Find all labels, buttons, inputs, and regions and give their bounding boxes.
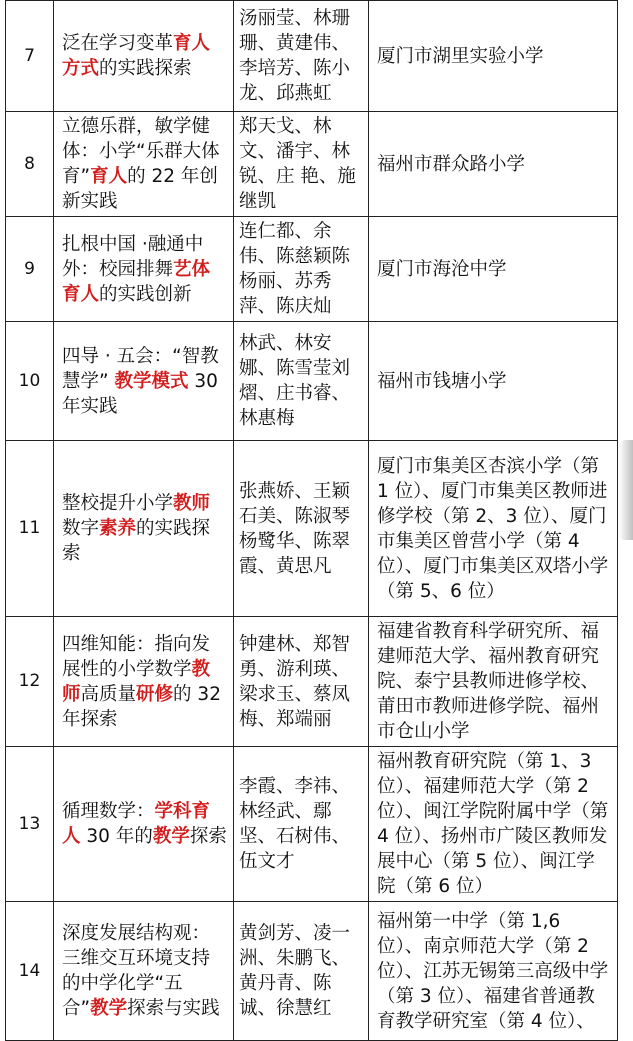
row-number: 8 (6, 112, 54, 217)
title-text: 高质量 (80, 683, 137, 705)
highlighted-keyword: 艺体育人 (62, 258, 211, 305)
school-name: 福州市群众路小学 (369, 112, 618, 217)
row-number: 9 (6, 217, 54, 322)
title-text: 的实践创新 (99, 283, 192, 305)
title-text: 整校提升小学 (62, 493, 174, 514)
title-text: 探索 (189, 826, 227, 847)
school-name: 福州市钱塘小学 (369, 322, 618, 441)
project-title (54, 902, 234, 1041)
highlighted-keyword: 教学 (90, 998, 128, 1019)
title-text: 30 年的 (80, 826, 153, 847)
school-name: 福州第一中学（第 1,6 位）、南京师范大学（第 2 位）、江苏无锡第三高级中学（第 3 位）、福建省普通教育教学研究室（第 4 位）、 (369, 902, 618, 1041)
row-number: 11 (6, 441, 54, 617)
highlighted-keyword: 素养 (99, 518, 137, 539)
school-name: 福建省教育科学研究所、福建师范大学、福州教育研究院、泰宁县教师进修学校、莆田市教师进修学院、福州市仓山小学 (369, 617, 618, 747)
title-text: 探索与实践 (127, 998, 220, 1019)
title-text: 的实践探索 (62, 518, 211, 564)
project-title (54, 441, 234, 617)
table-row (6, 747, 618, 902)
row-number: 10 (6, 322, 54, 441)
title-text: 深度发展结构观：三维交互环境支持的中学化学“五合” (62, 923, 211, 1019)
project-title (54, 217, 234, 322)
table-body (6, 1, 618, 1041)
title-text: 的实践探索 (99, 58, 192, 79)
title-text: 四导 · 五会：“智教慧学” (62, 345, 219, 392)
project-title (54, 1, 234, 112)
team-members: 钟建林、郑智勇、游利瑛、梁求玉、蔡凤梅、郑端丽 (234, 617, 369, 747)
table-row (6, 217, 618, 322)
highlighted-keyword: 育人 (90, 166, 128, 187)
highlighted-keyword: 教学模式 (114, 370, 189, 392)
table-row (6, 1, 618, 112)
team-members: 李霞、李祎、林经武、鄢坚、石树伟、伍文才 (234, 747, 369, 902)
row-number: 14 (6, 902, 54, 1041)
table-row (6, 112, 618, 217)
row-number: 7 (6, 1, 54, 112)
highlighted-keyword: 教师 (173, 493, 211, 514)
team-members: 连仁都、余伟、陈慈颖陈杨丽、苏秀萍、陈庆灿 (234, 217, 369, 322)
row-number: 13 (6, 747, 54, 902)
team-members: 郑天戈、林文、潘宇、林锐、庄 艳、施继凯 (234, 112, 369, 217)
highlighted-keyword: 教学 (152, 826, 190, 847)
title-text: 循理数学： (62, 801, 155, 822)
team-members: 黄剑芳、凌一洲、朱鹏飞、黄丹青、陈诚、徐慧红 (234, 902, 369, 1041)
title-text: 的 22 年创新实践 (62, 166, 218, 212)
title-text: 立德乐群，敏学健体：小学“乐群大体育” (62, 116, 220, 187)
title-text: 四维知能：指向发展性的小学数学 (62, 633, 211, 680)
project-title (54, 112, 234, 217)
title-text: 泛在学习变革 (62, 33, 174, 54)
project-title (54, 747, 234, 902)
title-text: 的 32 年探索 (62, 683, 221, 730)
title-text: 数字 (62, 518, 100, 539)
school-name: 厦门市集美区杏滨小学（第 1 位）、厦门市集美区教师进修学校（第 2、3 位）、厦门市集美区曾营小学（第 4 位）、厦门市集美区双塔小学（第 5、6 位） (369, 441, 618, 617)
team-members: 汤丽莹、林珊珊、黄建伟、李培芳、陈小龙、邱燕虹 (234, 1, 369, 112)
highlighted-keyword: 育人方式 (62, 33, 211, 79)
table-row (6, 902, 618, 1041)
project-title (54, 617, 234, 747)
title-text: 30 年实践 (62, 370, 218, 417)
project-title (54, 322, 234, 441)
highlighted-keyword: 教师 (62, 658, 211, 705)
highlighted-keyword: 研修 (136, 683, 174, 705)
school-name: 福州教育研究院（第 1、3 位）、福建师范大学（第 2 位）、闽江学院附属中学（第 4 位）、扬州市广陵区教师发展中心（第 5 位）、闽江学院（第 6 位） (369, 747, 618, 902)
award-list-table (5, 0, 618, 1041)
table-row (6, 617, 618, 747)
school-name: 厦门市海沧中学 (369, 217, 618, 322)
scroll-edge-shadow (619, 440, 633, 540)
row-number: 12 (6, 617, 54, 747)
table-row (6, 322, 618, 441)
school-name: 厦门市湖里实验小学 (369, 1, 618, 112)
team-members: 林武、林安娜、陈雪莹刘熠、庄书睿、林惠梅 (234, 322, 369, 441)
highlighted-keyword: 学科育人 (62, 801, 211, 847)
team-members: 张燕娇、王颖石美、陈淑琴杨鹭华、陈翠霞、黄思凡 (234, 441, 369, 617)
table-row (6, 441, 618, 617)
title-text: 扎根中国 ·融通中外：校园排舞 (62, 233, 204, 280)
